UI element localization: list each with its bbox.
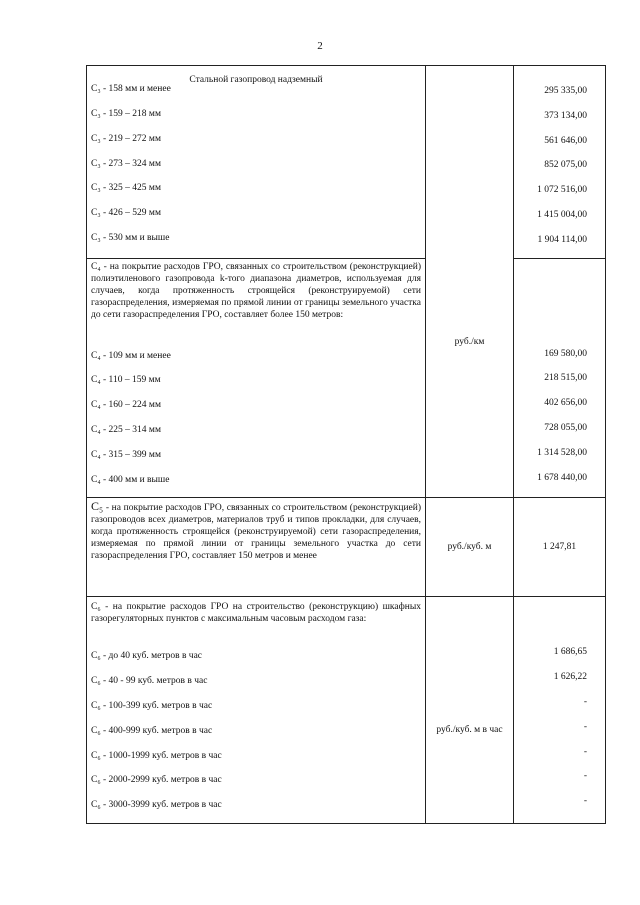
c6-description-cell	[87, 597, 426, 824]
table-row-c3	[87, 66, 606, 259]
c6-row-value: 1 626,22	[553, 672, 587, 683]
c3-c4-unit-cell	[426, 66, 514, 498]
c4-row-value: 1 314 528,00	[537, 447, 587, 458]
c6-row-label: С₆ - до 40 куб. метров в час	[91, 651, 203, 662]
c6-unit: руб./куб. м в час	[436, 725, 503, 736]
c3-row-label: С₃ - 426 – 529 мм	[91, 208, 161, 219]
c6-row-value: -	[583, 771, 587, 782]
table-row-c5	[87, 498, 606, 597]
c4-row-label: С₄ - 160 – 224 мм	[91, 400, 161, 411]
c4-description-cell	[87, 258, 426, 498]
c3-row-label: С₃ - 158 мм и менее	[91, 84, 171, 94]
c3-row-value: 1 415 004,00	[537, 209, 587, 220]
c5-value: 1 247,81	[542, 542, 577, 553]
c3-row-label: С₃ - 219 – 272 мм	[91, 133, 161, 144]
c4-row-label: С₄ - 109 мм и менее	[91, 350, 171, 361]
c4-row-label: С₄ - 400 мм и выше	[91, 474, 170, 485]
c6-row-value: -	[583, 746, 587, 757]
table-row-c6	[87, 597, 606, 824]
c3-row-label: С₃ - 530 мм и выше	[91, 232, 170, 243]
c3-row-label: С₃ - 159 – 218 мм	[91, 109, 161, 119]
page-number: 2	[317, 40, 323, 52]
c3-row-value: 1 072 516,00	[537, 185, 587, 196]
c3-row-value: 1 904 114,00	[537, 234, 587, 245]
c4-row-label: С₄ - 110 – 159 мм	[91, 375, 161, 386]
c6-row-label: С₆ - 40 - 99 куб. метров в час	[91, 676, 208, 687]
c6-row-label: С₆ - 2000-2999 куб. метров в час	[91, 775, 222, 786]
c4-row-value: 402 656,00	[544, 398, 587, 409]
c4-unit: руб./км	[454, 336, 485, 347]
c4-row-value: 218 515,00	[544, 373, 587, 384]
c4-row-label: С₄ - 315 – 399 мм	[91, 449, 161, 460]
c6-intro-text: С₆ - на покрытие расходов ГРО на строительство (реконструкцию) шкафных газорегуляторных пунктов с максимальным часовым расходом газа:	[91, 602, 421, 625]
c3-row-label: С₃ - 325 – 425 мм	[91, 183, 161, 194]
c4-values-cell	[514, 258, 606, 498]
c6-row-label: С₆ - 400-999 куб. метров в час	[91, 725, 213, 736]
c4-row-label: С₄ - 225 – 314 мм	[91, 424, 161, 435]
c3-row-value: 561 646,00	[544, 135, 587, 146]
c4-intro-text: С₄ - на покрытие расходов ГРО, связанных со строительством (реконструкцией) полиэтиленового газопровода k-того диапазона диаметров, используемая для случаев, когда протяженность строящейся (реконструируемой) сети газораспределения, измеряемая по прямой линии от границы земельного участка до сети газораспределения ГРО, составляет более 150 метров:	[91, 261, 421, 320]
table-row-c4	[87, 258, 606, 498]
c4-row-value: 728 055,00	[544, 422, 587, 433]
c6-values-cell	[514, 597, 606, 824]
c4-row-value: 169 580,00	[544, 348, 587, 359]
c3-row-value: 852 075,00	[544, 160, 587, 171]
c3-row-value: 373 134,00	[544, 110, 587, 121]
c6-row-label: С₆ - 3000-3999 куб. метров в час	[91, 800, 222, 811]
c6-row-value: 1 686,65	[553, 647, 587, 658]
c6-row-label: С₆ - 1000-1999 куб. метров в час	[91, 750, 222, 761]
c5-text: - на покрытие расходов ГРО, связанных со строительством (реконструкцией) газопроводов всех диаметров, материалов труб и типов прокладки, для случаев, когда протяженность строящейся (реконструируемой) сети газораспределения, измеряемая по прямой линии от границы земельного участка до сети газораспределения ГРО, составляет 150 метров и менее	[91, 503, 421, 562]
c3-row-value: 295 335,00	[544, 86, 587, 96]
c4-row-value: 1 678 440,00	[537, 472, 587, 483]
c5-value-cell	[514, 498, 606, 597]
c5-description-cell	[87, 498, 426, 597]
c6-row-value: -	[583, 796, 587, 807]
tariff-table	[86, 65, 606, 824]
c6-row-label: С₆ - 100-399 куб. метров в час	[91, 700, 213, 711]
c3-values-cell	[514, 66, 606, 259]
c5-symbol: С₅	[91, 499, 104, 514]
c5-unit: руб./куб. м	[447, 542, 492, 553]
c6-row-value: -	[583, 696, 587, 707]
c3-row-label: С₃ - 273 – 324 мм	[91, 158, 161, 169]
c3-section-title: Стальной газопровод надземный	[189, 75, 323, 85]
c6-row-value: -	[583, 721, 587, 732]
c5-unit-cell	[426, 498, 514, 597]
c3-description-cell	[87, 66, 426, 259]
c6-unit-cell	[426, 597, 514, 824]
